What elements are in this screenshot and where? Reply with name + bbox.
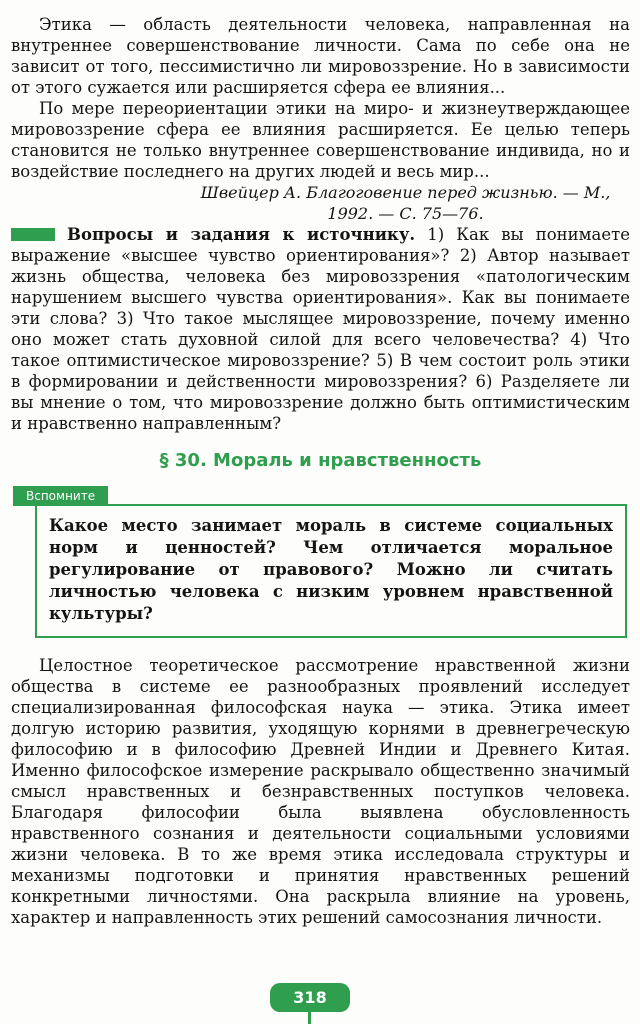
body-paragraph: Целостное теоретическое рассмотрение нравственной жизни общества в системе ее разнообразных проявлений исследует специализированная философская наука — этика. Этика имеет долгую историю развития, уходящую корнями в древнегреческую философию и в философию Древней Индии и Древнего Китая. Именно философское измерение раскрывало общественно значимый смысл нравственных и безнравственных поступков человека. Благодаря философии была выявлена обусловленность нравственного сознания и деятельности социальными условиями жизни человека. В то же время этика исследовала структуры и механизмы подготовки и принятия нравственных решений конкретными личностями. Она раскрыла влияние на уровень, характер и направленность этих решений самосознания личности. xyxy=(11,656,630,927)
questions-text: 1) Как вы понимаете выражение «высшее чувство ориентирования»? 2) Автор называет жизнь общества, человека без мировоззрения «патологическим нарушением высшего чувства ориентирования». Как вы понимаете эти слова? 3) Что такое мыслящее мировоззрение, почему именно оно может стать духовной силой для всего человечества? 4) Что такое оптимистическое мировоззрение? 5) В чем состоит роль этики в формировании и действенности мировоззрения? 6) Разделяете ли вы мнение о том, что мировоззрение должно быть оптимистическим и нравственно направленным? xyxy=(11,225,630,433)
green-marker-bar xyxy=(11,228,55,241)
source-paragraph-1: Этика — область деятельности человека, направленная на внутреннее совершенствование личности. Сама по себе она не зависит от того, пессимистично ли мировоззрение. Но в зависимости от этого сужается или расширяется сфера ее влияния... xyxy=(11,15,630,97)
recall-tab-label: Вспомните xyxy=(13,486,108,506)
questions-label: Вопросы и задания к источнику. xyxy=(67,225,416,244)
citation-line-1: Швейцер А. Благоговение перед жизнью. — М., xyxy=(200,183,611,202)
page-number-badge xyxy=(270,983,350,1012)
section-heading: § 30. Мораль и нравственность xyxy=(159,450,482,471)
citation-line-2: 1992. — С. 75—76. xyxy=(327,204,484,223)
questions-block xyxy=(11,224,630,434)
source-paragraph-2: По мере переориентации этики на миро- и жизнеутверждающее мировоззрение сфера ее влияния расширяется. Ее целью теперь становится не только внутреннее совершенствование индивида, но и воздействие последнего на других людей и весь мир... xyxy=(11,99,630,181)
page-badge-stem xyxy=(308,1011,311,1024)
recall-text: Какое место занимает мораль в системе социальных норм и ценностей? Чем отличается моральное регулирование от правового? Можно ли считать личностью человека с низким уровнем нравственной культуры? xyxy=(49,516,613,623)
recall-box xyxy=(26,489,627,638)
page-number: 318 xyxy=(293,988,327,1007)
source-citation xyxy=(11,182,630,224)
